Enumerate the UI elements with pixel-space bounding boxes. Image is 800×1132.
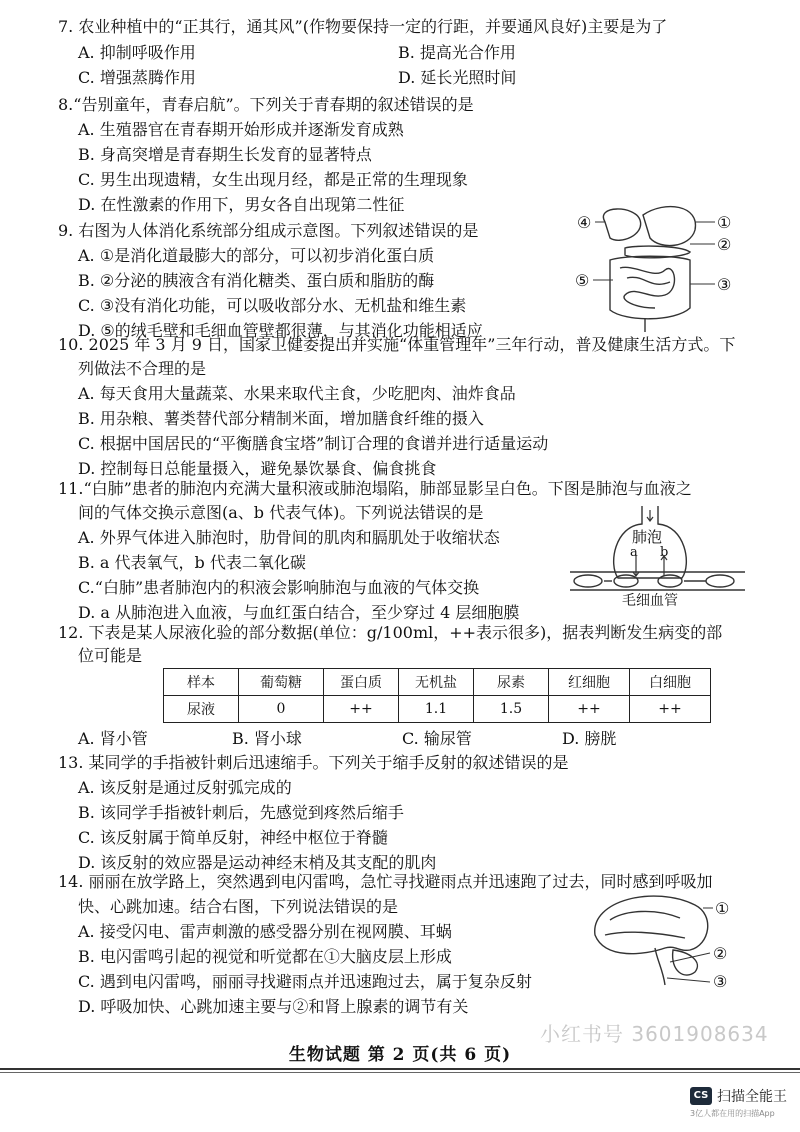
q9-option-a: A. ①是消化道最膨大的部分，可以初步消化蛋白质: [78, 246, 435, 265]
footer-divider: [0, 1068, 800, 1070]
q10-option-b: B. 用杂粮、薯类替代部分精制米面，增加膳食纤维的摄入: [78, 409, 484, 428]
table-cell: 0: [239, 696, 324, 723]
brain-figure: [585, 890, 735, 990]
q12-option-c: C. 输尿管: [402, 729, 472, 748]
q10-option-a: A. 每天食用大量蔬菜、水果来取代主食，少吃肥肉、油炸食品: [78, 384, 516, 403]
table-header-cell: 尿素: [474, 669, 549, 696]
q12-option-d: D. 膀胱: [562, 729, 617, 748]
table-cell: ++: [630, 696, 711, 723]
q9-option-c: C. ③没有消化功能，可以吸收部分水、无机盐和维生素: [78, 296, 467, 315]
table-cell: ++: [549, 696, 630, 723]
q13-option-b: B. 该同学手指被针刺后，先感觉到疼然后缩手: [78, 803, 404, 822]
table-header-cell: 样本: [164, 669, 239, 696]
q11-option-c: C.“白肺”患者肺泡内的积液会影响肺泡与血液的气体交换: [78, 578, 480, 597]
digestive-system-figure: [565, 200, 750, 335]
q14-option-b: B. 电闪雷鸣引起的视觉和听觉都在①大脑皮层上形成: [78, 947, 452, 966]
q7-option-b: B. 提高光合作用: [398, 43, 516, 62]
q9-fig-label-2: ②: [717, 235, 732, 254]
q11-option-a: A. 外界气体进入肺泡时，肋骨间的肌肉和膈肌处于收缩状态: [78, 528, 500, 547]
q9-fig-label-3: ③: [717, 275, 732, 294]
q14-stem-line2: 快、心跳加速。结合右图，下列说法错误的是: [78, 897, 399, 916]
scanner-app-name: 扫描全能王: [717, 1089, 787, 1105]
alveolus-label: 肺泡: [632, 528, 663, 546]
alveolus-capillary-figure: [570, 506, 745, 608]
q14-option-a: A. 接受闪电、雷声刺激的感受器分别在视网膜、耳蜗: [78, 922, 452, 941]
q12-stem-line1: 12. 下表是某人尿液化验的部分数据(单位：g/100ml，++表示很多)，据表判断发生病变的部: [58, 623, 723, 642]
q10-option-d: D. 控制每日总能量摄入，避免暴饮暴食、偏食挑食: [78, 459, 437, 478]
q10-stem-line2: 列做法不合理的是: [78, 359, 207, 378]
q8-option-a: A. 生殖器官在青春期开始形成并逐渐发育成熟: [78, 120, 404, 139]
q13-option-d: D. 该反射的效应器是运动神经末梢及其支配的肌肉: [78, 853, 437, 872]
footer-divider-thin: [0, 1072, 800, 1073]
q12-option-a: A. 肾小管: [78, 729, 148, 748]
table-header-row: [164, 669, 711, 696]
q9-fig-label-5: ⑤: [575, 271, 590, 290]
q9-option-b: B. ②分泌的胰液含有消化糖类、蛋白质和脂肪的酶: [78, 271, 435, 290]
q14-fig-label-3: ③: [713, 972, 728, 990]
table-row: [164, 696, 711, 723]
q9-option-d: D. ⑤的绒毛壁和毛细血管壁都很薄，与其消化功能相适应: [78, 321, 483, 340]
q9-fig-label-1: ①: [717, 213, 732, 232]
q7-option-c: C. 增强蒸腾作用: [78, 68, 196, 87]
table-cell: 1.1: [399, 696, 474, 723]
q14-stem-line1: 14. 丽丽在放学路上，突然遇到电闪雷鸣，急忙寻找避雨点并迅速跑了过去，同时感到呼吸加: [58, 872, 713, 891]
q9-fig-label-4: ④: [577, 213, 592, 232]
scanner-tagline: 3亿人都在用的扫描App: [690, 1109, 775, 1118]
q13-stem: 13. 某同学的手指被针刺后迅速缩手。下列关于缩手反射的叙述错误的是: [58, 753, 569, 772]
q8-stem: 8.“告别童年，青春启航”。下列关于青春期的叙述错误的是: [58, 95, 474, 114]
table-cell: 1.5: [474, 696, 549, 723]
q14-option-c: C. 遇到电闪雷鸣，丽丽寻找避雨点并迅速跑过去，属于复杂反射: [78, 972, 532, 991]
q9-stem: 9. 右图为人体消化系统部分组成示意图。下列叙述错误的是: [58, 221, 479, 240]
q8-option-b: B. 身高突增是青春期生长发育的显著特点: [78, 145, 372, 164]
q14-fig-label-2: ②: [713, 944, 728, 963]
q11-option-d: D. a 从肺泡进入血液，与血红蛋白结合，至少穿过 4 层细胞膜: [78, 603, 520, 622]
q7-option-a: A. 抑制呼吸作用: [78, 43, 196, 62]
table-header-cell: 白细胞: [630, 669, 711, 696]
q13-option-c: C. 该反射属于简单反射，神经中枢位于脊髓: [78, 828, 388, 847]
watermark-text: 小红书号 3601908634: [540, 1022, 769, 1046]
q11-stem-line1: 11.“白肺”患者的肺泡内充满大量积液或肺泡塌陷，肺部显影呈白色。下图是肺泡与血液之: [58, 479, 692, 498]
q13-option-a: A. 该反射是通过反射弧完成的: [78, 778, 292, 797]
gas-a-label: a: [630, 545, 638, 560]
q8-option-d: D. 在性激素的作用下，男女各自出现第二性征: [78, 195, 405, 214]
q7-option-d: D. 延长光照时间: [398, 68, 517, 87]
q14-option-d: D. 呼吸加快、心跳加速主要与②和肾上腺素的调节有关: [78, 997, 469, 1016]
q10-option-c: C. 根据中国居民的“平衡膳食宝塔”制订合理的食谱并进行适量运动: [78, 434, 549, 453]
q12-option-b: B. 肾小球: [232, 729, 302, 748]
q7-stem: 7. 农业种植中的“正其行，通其风”(作物要保持一定的行距，并要通风良好)主要是为了: [58, 17, 668, 36]
capillary-label: 毛细血管: [622, 593, 678, 608]
table-cell: ++: [324, 696, 399, 723]
table-header-cell: 葡萄糖: [239, 669, 324, 696]
q12-stem-line2: 位可能是: [78, 646, 143, 665]
table-header-cell: 无机盐: [399, 669, 474, 696]
scanner-logo-icon: CS: [690, 1087, 712, 1105]
page-footer: 生物试题 第 2 页(共 6 页): [288, 1045, 512, 1065]
q11-option-b: B. a 代表氧气，b 代表二氧化碳: [78, 553, 306, 572]
q14-fig-label-1: ①: [715, 899, 730, 918]
q10-stem-line1: 10. 2025 年 3 月 9 日，国家卫健委提出并实施“体重管理年”三年行动，普及健康生活方式。下: [58, 335, 736, 354]
q8-option-c: C. 男生出现遗精，女生出现月经，都是正常的生理现象: [78, 170, 468, 189]
urine-test-table: [163, 668, 711, 723]
table-cell: 尿液: [164, 696, 239, 723]
scanner-brand: [690, 1086, 787, 1106]
q11-stem-line2: 间的气体交换示意图(a、b 代表气体)。下列说法错误的是: [78, 503, 484, 522]
gas-b-label: b: [660, 545, 669, 560]
table-header-cell: 蛋白质: [324, 669, 399, 696]
table-header-cell: 红细胞: [549, 669, 630, 696]
